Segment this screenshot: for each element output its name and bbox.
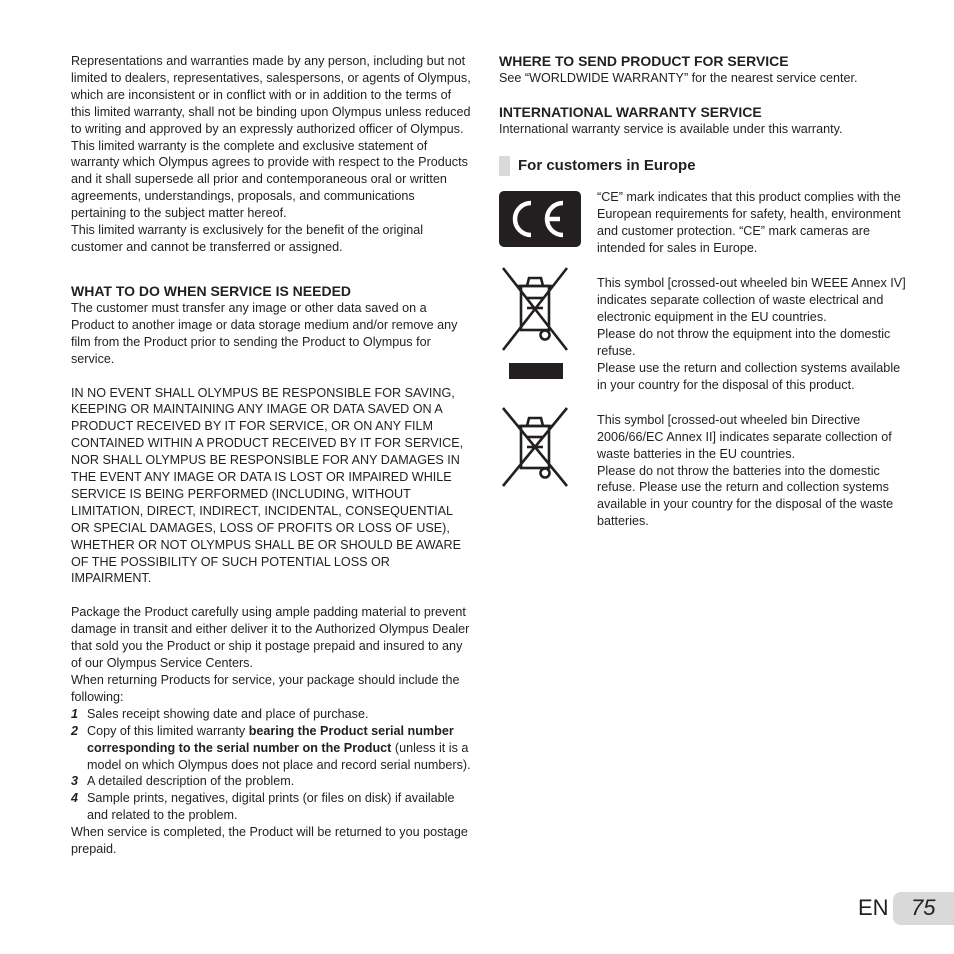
battery-bin-icon xyxy=(499,404,571,490)
list-item-number: 1 xyxy=(71,706,79,721)
heading-where-to-send: WHERE TO SEND PRODUCT FOR SERVICE xyxy=(499,53,789,69)
weee-row xyxy=(499,275,909,393)
list-item xyxy=(71,706,473,723)
list-item-text: Copy of this limited warranty xyxy=(87,723,249,738)
heading-service-needed: WHAT TO DO WHEN SERVICE IS NEEDED xyxy=(71,282,352,299)
list-item-text: Sales receipt showing date and place of purchase. xyxy=(87,706,369,721)
right-column xyxy=(499,53,909,530)
paragraph-ce-mark: “CE” mark indicates that this product complies with the European requirements for safety, health, environment and customer protection. “CE” mark cameras are intended for sales in Europe. xyxy=(597,189,901,255)
page-number: 75 xyxy=(911,895,936,920)
language-label: EN xyxy=(858,895,889,920)
paragraph-international-warranty: International warranty service is available under this warranty. xyxy=(499,121,843,136)
list-item-text: Sample prints, negatives, digital prints (or files on disk) if available and related to the problem. xyxy=(87,791,455,823)
paragraph-returning: When returning Products for service, your package should include the following: xyxy=(71,673,460,704)
paragraph-completed: When service is completed, the Product will be returned to you postage prepaid. xyxy=(71,825,468,857)
paragraph-service-needed: The customer must transfer any image or other data saved on a Product to another image or data storage medium and/or remove any film from the Product prior to sending the Product to Olympus for service. xyxy=(71,300,458,366)
package-contents-list xyxy=(71,706,473,824)
paragraph-battery-symbol: This symbol [crossed-out wheeled bin Directive 2006/66/EC Annex II] indicates separate collection of waste batteries in the EU countries. xyxy=(597,412,892,461)
list-item-number: 2 xyxy=(71,723,79,738)
paragraph-weee-symbol: This symbol [crossed-out wheeled bin WEEE Annex IV] indicates separate collection of waste electrical and electronic equipment in the EU countries. xyxy=(597,276,906,325)
list-item-text: A detailed description of the problem. xyxy=(87,774,295,789)
paragraph-complete-statement: This limited warranty is the complete and exclusive statement of warranty which Olympus agrees to provide with respect to the Products and it shall supersede all prior and contemporaneous oral or written agreements, understandings, proposals, and communications pertaining to the subject matter hereof. xyxy=(71,138,468,221)
battery-row xyxy=(499,412,909,530)
paragraph-package: Package the Product carefully using ample padding material to prevent damage in transit and either deliver it to the Authorized Olympus Dealer that sold you the Product or ship it postage prepaid and insured to any of our Olympus Service Centers. xyxy=(71,605,470,671)
left-column xyxy=(71,53,473,858)
paragraph-where-to-send: See “WORLDWIDE WARRANTY” for the nearest service center. xyxy=(499,71,858,85)
list-item xyxy=(71,790,473,824)
paragraph-battery-refuse: Please do not throw the batteries into the domestic refuse. Please use the return and collection systems available in your country for the disposal of the waste batteries. xyxy=(597,463,894,529)
list-item-number: 4 xyxy=(71,791,79,806)
paragraph-representations: Representations and warranties made by any person, including but not limited to dealers, representatives, salespersons, or agents of Olympus, which are inconsistent or in conflict with or in addition to the terms of this limited warranty, shall not be binding upon Olympus unless reduced to writing and approved by an expressly authorized officer of Olympus. xyxy=(71,54,471,136)
list-item xyxy=(71,723,473,774)
list-item-bold-text: bearing the Product serial number corresponding to the serial number on the Product xyxy=(87,723,454,755)
paragraph-weee-refuse: Please do not throw the equipment into the domestic refuse. xyxy=(597,327,891,359)
list-item xyxy=(71,773,473,790)
ce-mark-row xyxy=(499,189,909,257)
ce-mark-icon xyxy=(499,191,581,247)
page-footer xyxy=(834,892,954,925)
heading-international-warranty: INTERNATIONAL WARRANTY SERVICE xyxy=(499,103,762,120)
paragraph-no-event: IN NO EVENT SHALL OLYMPUS BE RESPONSIBLE FOR SAVING, KEEPING OR MAINTAINING ANY IMAGE OR DATA SAVED ON A PRODUCT RECEIVED BY IT FOR SERVICE, OR ON ANY FILM CONTAINED WITHIN A PRODUCT RECEIVED BY IT FOR SERVICE, NOR SHALL OLYMPUS BE RESPONSIBLE FOR ANY DAMAGES IN THE EVENT ANY IMAGE OR DATA IS LOST OR IMPAIRED WHILE SERVICE IS BEING PERFORMED (INCLUDING, WITHOUT LIMITATION, DIRECT, INDIRECT, INCIDENTAL, CONSEQUENTIAL OR SPECIAL DAMAGES, LOSS OF PROFITS OR LOSS OF USE), WHETHER OR NOT OLYMPUS SHALL BE OR SHOULD BE AWARE OF THE POSSIBILITY OF SUCH POTENTIAL LOSS OR IMPAIRMENT. xyxy=(71,385,464,586)
list-item-text-tail: (unless it is a model on which Olympus does not place and record serial numbers). xyxy=(87,740,471,772)
paragraph-exclusive-benefit: This limited warranty is exclusively for the benefit of the original customer and cannot be transferred or assigned. xyxy=(71,223,424,254)
paragraph-weee-return: Please use the return and collection systems available in your country for the disposal of this product. xyxy=(597,360,901,392)
section-title-europe: For customers in Europe xyxy=(499,156,909,176)
list-item-number: 3 xyxy=(71,774,79,789)
weee-bin-icon xyxy=(499,264,571,380)
page-number-tab xyxy=(893,892,954,925)
